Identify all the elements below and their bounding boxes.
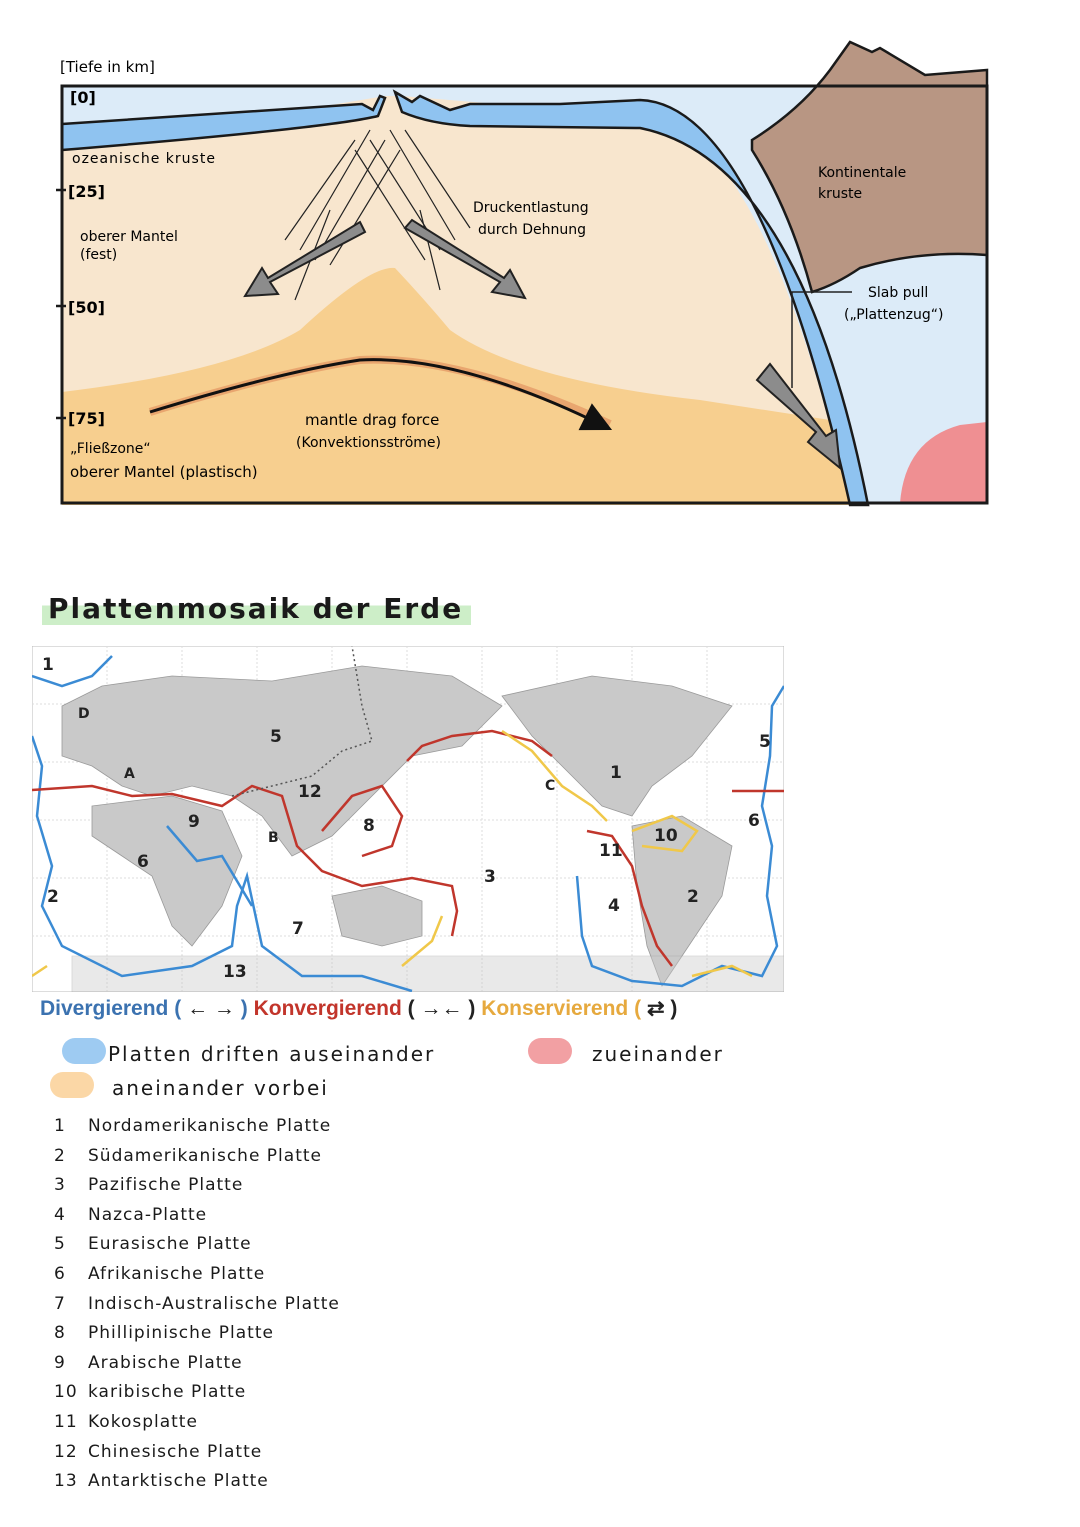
continental-crust-label-2: kruste <box>818 186 863 202</box>
legend-convergent: Konvergierend <box>253 997 402 1020</box>
yellow-swatch <box>50 1072 94 1098</box>
boundary-letter-a: A <box>124 766 135 782</box>
list-item: 7 Indisch-Australische Platte <box>54 1293 340 1314</box>
list-item: 4 Nazca-Platte <box>54 1204 208 1225</box>
map-plate-1-west: 1 <box>42 655 54 675</box>
continental-crust-label-1: Kontinentale <box>818 165 907 181</box>
list-item: 8 Phillipinische Platte <box>54 1323 274 1344</box>
legend-paren-close-3: ) <box>670 997 678 1020</box>
mantle-drag-label-2: (Konvektionsströme) <box>296 435 442 451</box>
legend-paren-open-1: ( <box>174 997 182 1020</box>
map-plate-10: 10 <box>654 826 678 846</box>
legend-paren-close-2: ) <box>468 997 476 1020</box>
red-swatch-text: zueinander <box>592 1042 724 1066</box>
map-title: Plattenmosaik der Erde <box>42 590 471 625</box>
pressure-relief-label-2: durch Dehnung <box>478 222 587 238</box>
map-plate-9: 9 <box>188 812 200 832</box>
legend-paren-close-1: ) <box>240 997 248 1020</box>
boundary-legend <box>40 996 677 1021</box>
cross-section-svg <box>0 0 1080 520</box>
list-item: 12 Chinesische Platte <box>54 1441 263 1462</box>
map-plate-11: 11 <box>599 841 623 861</box>
flow-zone-label-2: oberer Mantel (plastisch) <box>70 463 258 481</box>
plate-list <box>54 1116 340 1501</box>
list-item: 9 Arabische Platte <box>54 1352 243 1373</box>
list-item: 6 Afrikanische Platte <box>54 1263 266 1284</box>
list-item: 1 Nordamerikanische Platte <box>54 1116 332 1136</box>
list-item: 10 karibische Platte <box>54 1382 247 1403</box>
upper-mantle-label-1: oberer Mantel <box>80 229 178 245</box>
boundary-letter-d: D <box>78 706 90 722</box>
map-plate-2: 2 <box>687 887 699 907</box>
legend-divergent: Divergierend <box>40 997 169 1020</box>
depth-label-25: [25] <box>68 182 105 201</box>
map-plate-4: 4 <box>608 896 620 916</box>
divergent-arrows-icon: ← → <box>187 997 235 1020</box>
list-item: 2 Südamerikanische Platte <box>54 1145 322 1166</box>
upper-mantle-label-2: (fest) <box>80 247 118 263</box>
map-plate-1: 1 <box>610 763 622 783</box>
boundary-letter-b: B <box>268 830 279 846</box>
flow-zone-label-1: „Fließzone“ <box>70 441 151 457</box>
map-plate-8: 8 <box>363 816 375 836</box>
map-plate-13: 13 <box>223 962 247 982</box>
depth-header: [Tiefe in km] <box>60 58 155 76</box>
map-plate-5: 5 <box>270 727 282 747</box>
list-item: 11 Kokosplatte <box>54 1411 198 1432</box>
plate-map <box>32 646 784 992</box>
slab-pull-label-2: („Plattenzug“) <box>844 307 944 323</box>
plate-tectonics-cross-section <box>0 0 1080 520</box>
list-item: 3 Pazifische Platte <box>54 1175 244 1196</box>
map-plate-7: 7 <box>292 919 304 939</box>
red-swatch <box>528 1038 572 1064</box>
yellow-swatch-text: aneinander vorbei <box>112 1076 329 1100</box>
map-plate-6-east: 6 <box>748 811 760 831</box>
oceanic-crust-label: ozeanische kruste <box>72 151 216 167</box>
blue-swatch-text: Platten driften auseinander <box>108 1042 436 1066</box>
blue-swatch <box>62 1038 106 1064</box>
legend-paren-open-3: ( <box>634 997 642 1020</box>
map-plate-3: 3 <box>484 867 496 887</box>
depth-label-50: [50] <box>68 298 105 317</box>
boundary-letter-c: C <box>545 778 556 794</box>
list-item: 5 Eurasische Platte <box>54 1234 252 1255</box>
legend-conservative: Konservierend <box>481 997 629 1020</box>
list-item: 13 Antarktische Platte <box>54 1471 269 1492</box>
depth-label-0: [0] <box>70 88 96 107</box>
map-plate-2-west: 2 <box>47 887 59 907</box>
map-plate-5-east: 5 <box>759 732 771 752</box>
conservative-arrows-icon: ⇄ <box>646 997 665 1020</box>
slab-pull-label-1: Slab pull <box>868 285 929 301</box>
convergent-arrows-icon: →← <box>420 997 463 1020</box>
map-plate-6: 6 <box>137 852 149 872</box>
mantle-drag-label-1: mantle drag force <box>305 411 440 429</box>
pressure-relief-label-1: Druckentlastung <box>473 200 589 216</box>
map-plate-12: 12 <box>298 782 322 802</box>
plate-mosaic-section <box>0 560 1080 1527</box>
depth-label-75: [75] <box>68 409 105 428</box>
legend-paren-open-2: ( <box>407 997 415 1020</box>
